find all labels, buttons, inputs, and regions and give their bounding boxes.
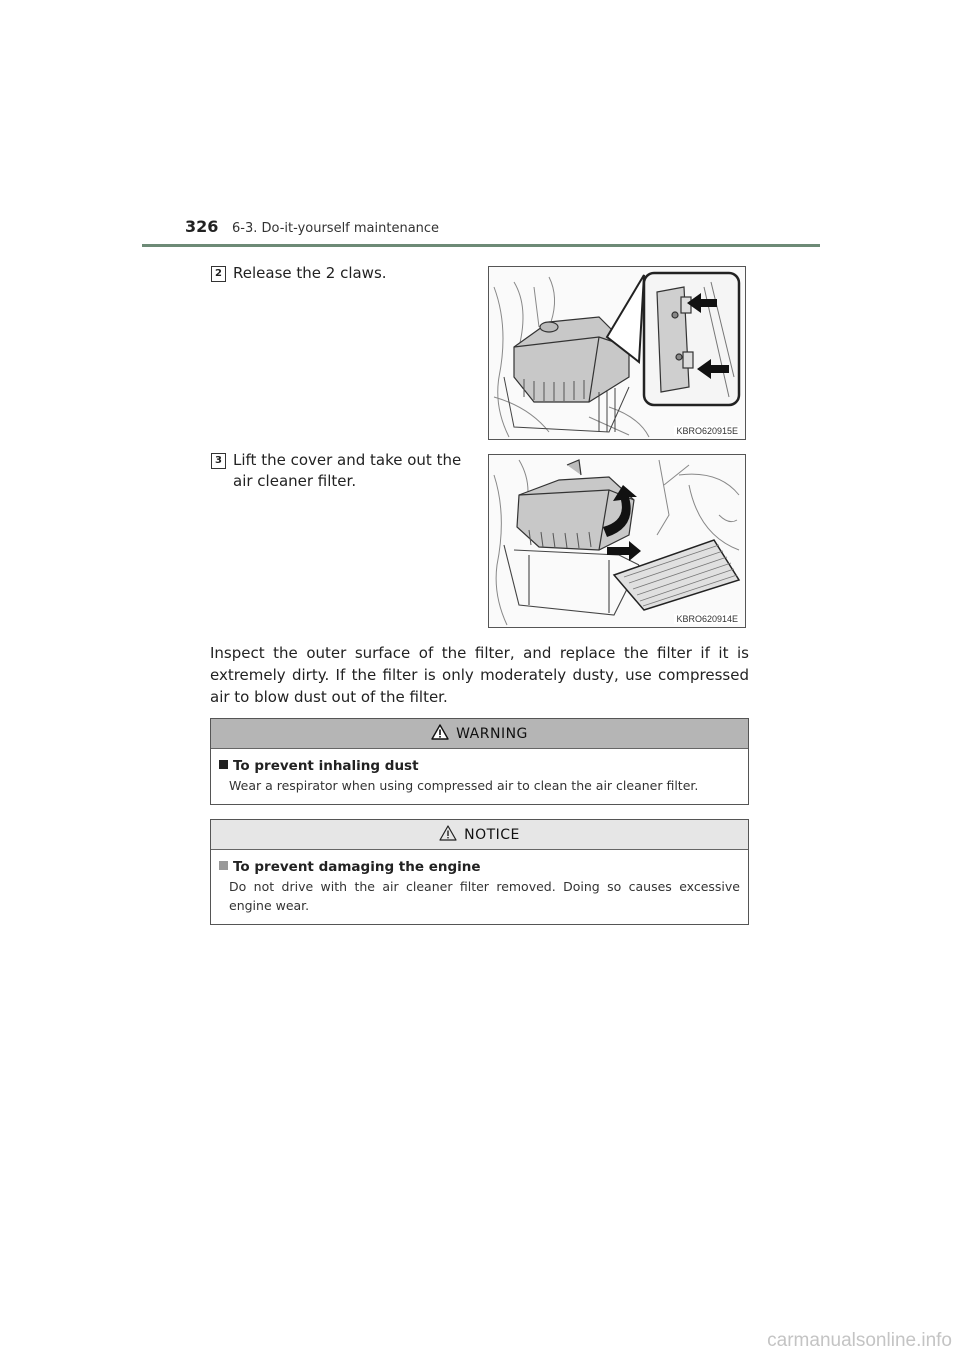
warning-box <box>210 718 749 805</box>
step-number-2: 2 <box>211 266 226 282</box>
header-rule <box>142 244 820 247</box>
notice-subheading <box>219 858 740 877</box>
warning-subheading <box>219 757 740 776</box>
body-paragraph: Inspect the outer surface of the filter, and replace the filter if it is extremely dirty. If the filter is only moderately dusty, use compressed air to blow dust out of the filter. <box>210 644 749 706</box>
figure-lift-cover <box>488 454 746 628</box>
notice-heading: NOTICE <box>464 826 520 843</box>
warning-body <box>211 749 748 804</box>
warning-text: Wear a respirator when using compressed air to clean the air cleaner filter. <box>229 778 699 793</box>
notice-header <box>211 820 748 850</box>
notice-box <box>210 819 749 925</box>
step-text-2: Release the 2 claws. <box>233 264 387 282</box>
notice-body <box>211 850 748 924</box>
step-number-3: 3 <box>211 453 226 469</box>
square-bullet-icon <box>219 861 228 870</box>
warning-subheading-text: To prevent inhaling dust <box>233 758 419 774</box>
warning-heading: WARNING <box>456 725 528 742</box>
step-text-3: Lift the cover and take out the air cleaner filter. <box>233 451 462 490</box>
warning-header <box>211 719 748 749</box>
section-title: 6-3. Do-it-yourself maintenance <box>232 221 440 236</box>
square-bullet-icon <box>219 760 228 769</box>
figure-release-claws <box>488 266 746 440</box>
notice-triangle-icon <box>439 825 457 845</box>
notice-text: Do not drive with the air cleaner filter removed. Doing so causes excessive engine wear. <box>229 879 740 913</box>
notice-subheading-text: To prevent damaging the engine <box>233 859 481 875</box>
watermark: carmanualsonline.info <box>767 1330 952 1351</box>
warning-triangle-icon <box>431 724 449 744</box>
figure-code: KBRO620914E <box>676 614 738 624</box>
page-number: 326 <box>185 217 219 236</box>
figure-code: KBRO620915E <box>676 426 738 436</box>
